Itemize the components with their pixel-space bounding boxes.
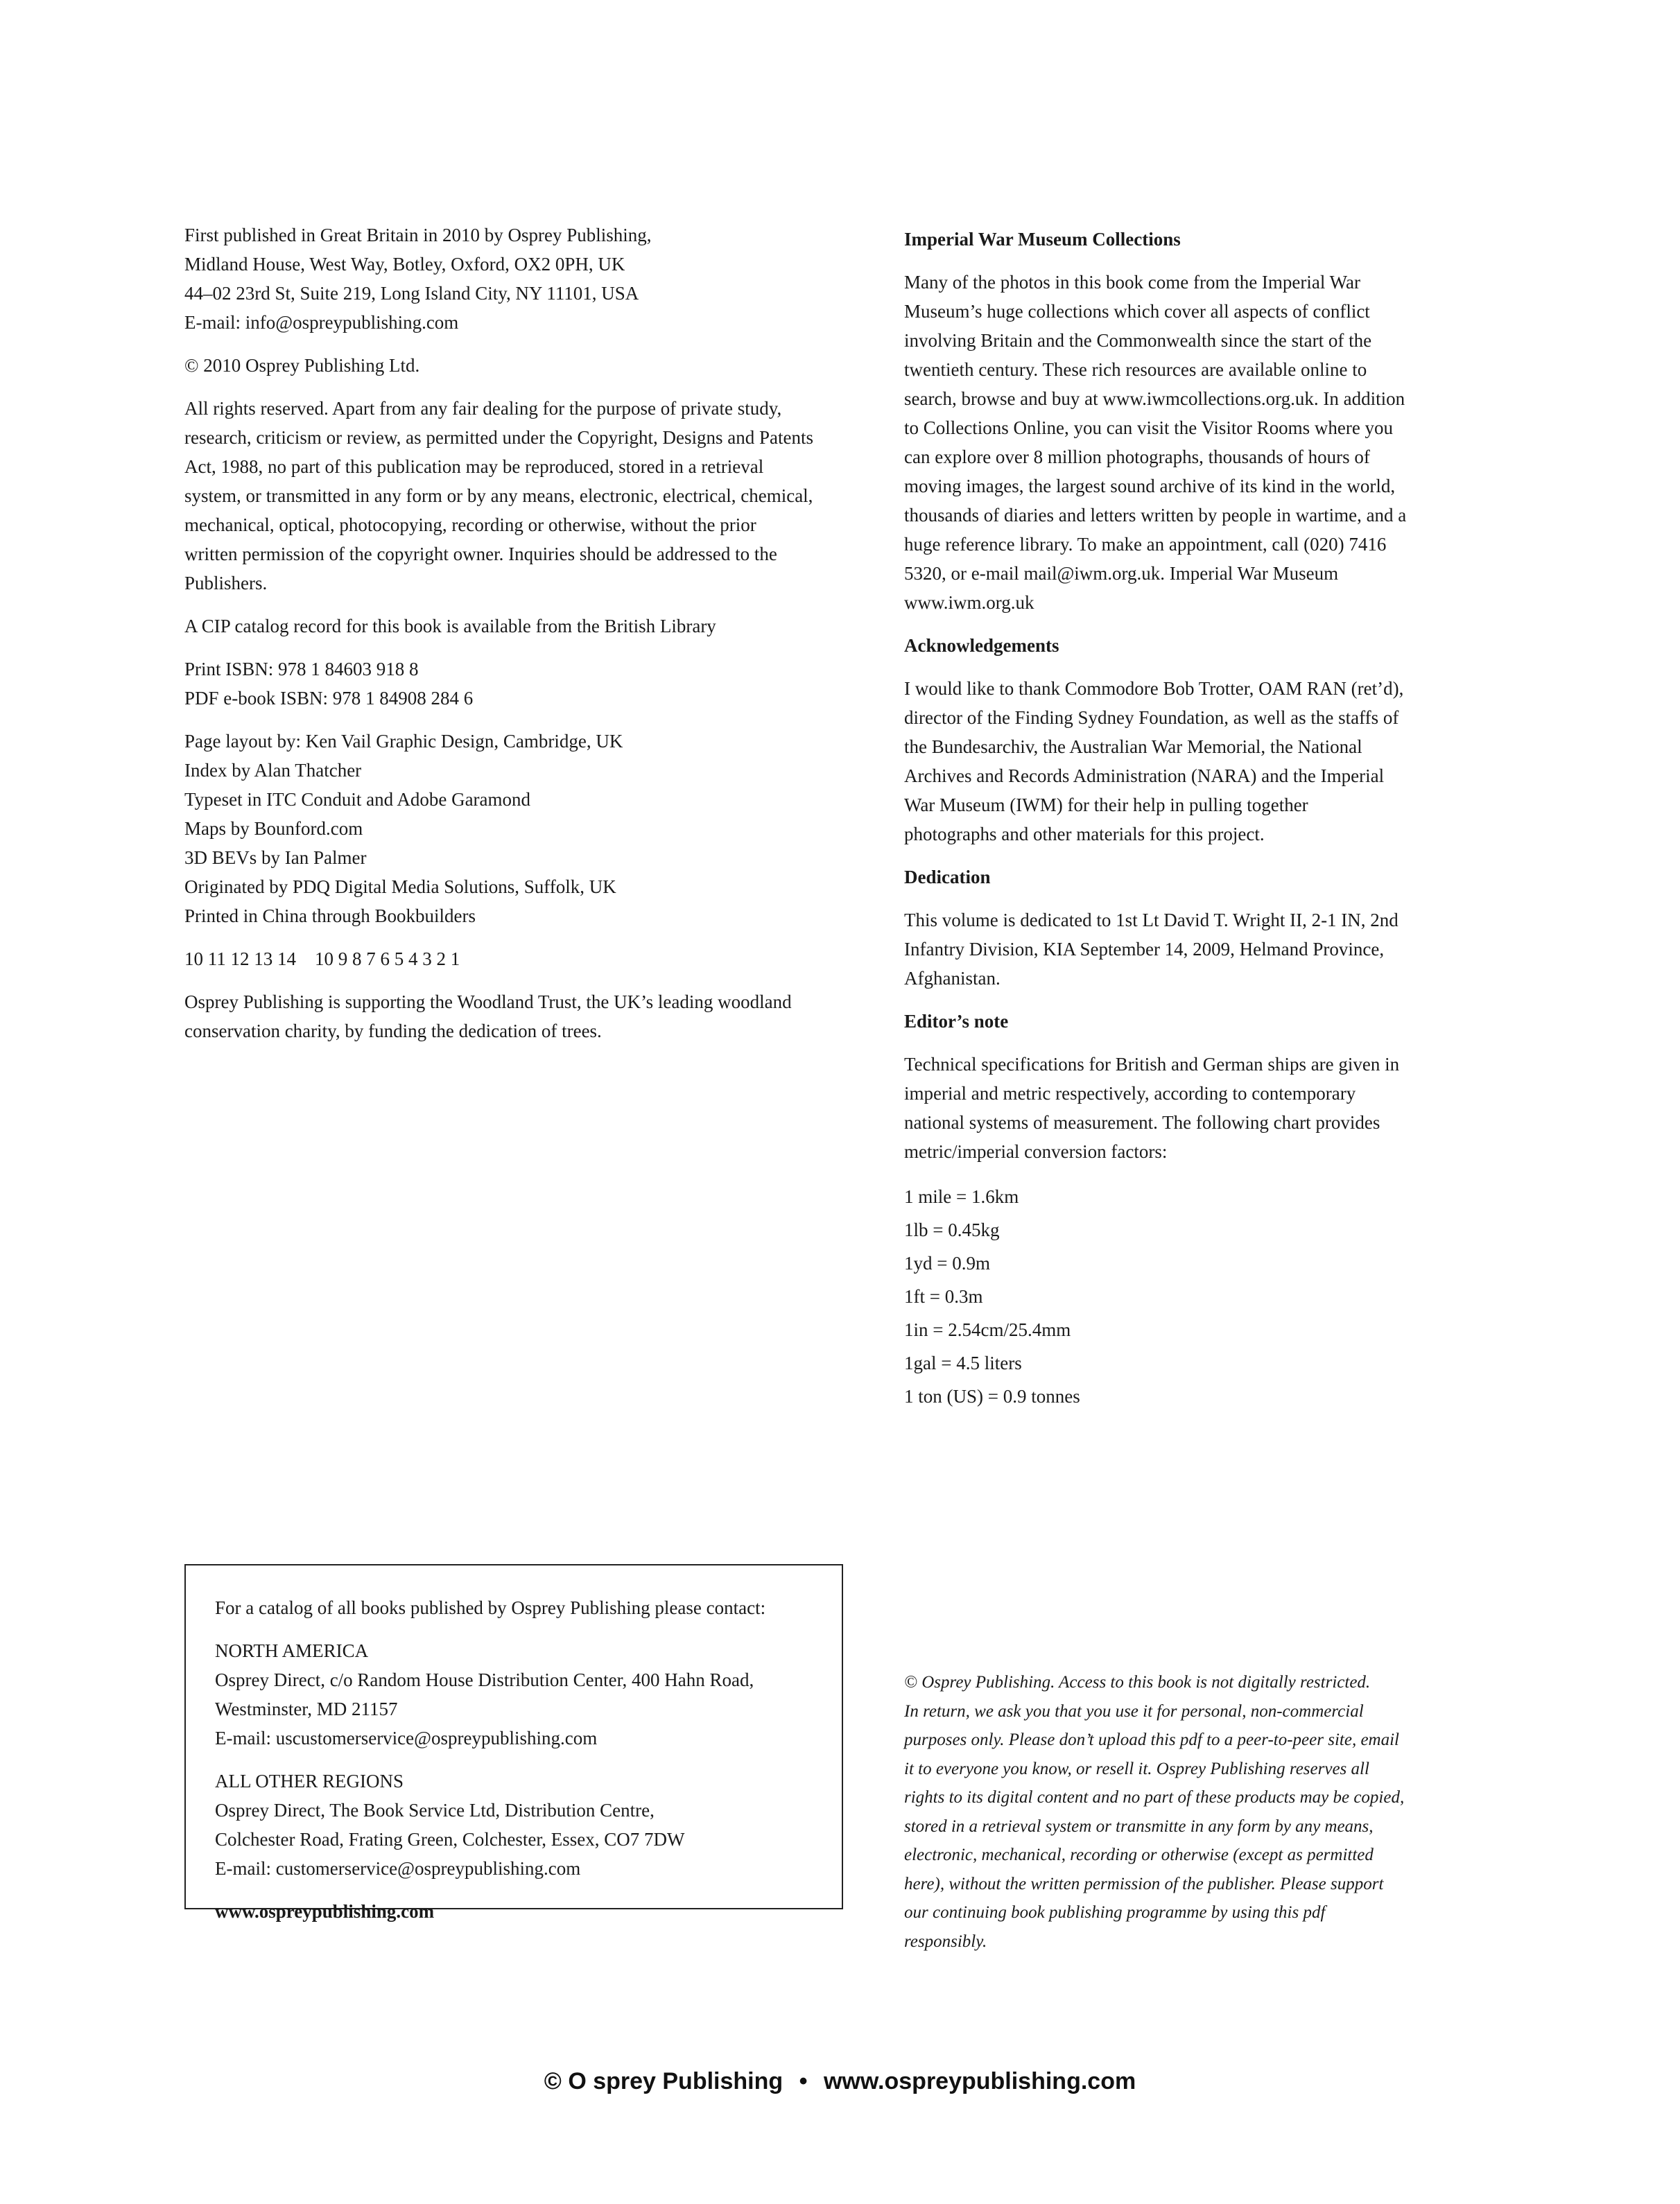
address-line: Colchester Road, Frating Green, Colchester, Essex, CO7 7DW — [215, 1829, 685, 1850]
north-america-email: E-mail: uscustomerservice@ospreypublishing.com — [215, 1728, 598, 1749]
publisher-line: Midland House, West Way, Botley, Oxford, OX2 0PH, UK — [184, 254, 625, 275]
woodland-line: conservation charity, by funding the dedication of trees. — [184, 1021, 602, 1041]
conversion-item: 1ft = 0.3m — [904, 1286, 983, 1307]
credits-block — [184, 727, 864, 930]
publisher-line: First published in Great Britain in 2010 by Osprey Publishing, — [184, 225, 652, 245]
editors-note-heading: Editor’s note — [904, 1011, 1009, 1032]
notice-line: In return, we ask you that you use it for personal, non-commercial — [904, 1701, 1364, 1721]
credit-line: Index by Alan Thatcher — [184, 760, 362, 781]
woodland-trust-note — [184, 987, 864, 1045]
credit-line: Maps by Bounford.com — [184, 818, 363, 839]
iwm-line: www.iwm.org.uk — [904, 592, 1034, 613]
rights-line: written permission of the copyright owner. Inquiries should be addressed to the — [184, 544, 777, 564]
print-isbn: Print ISBN: 978 1 84603 918 8 — [184, 659, 419, 679]
dedication-heading: Dedication — [904, 867, 991, 887]
rights-line: Act, 1988, no part of this publication may be reproduced, stored in a retrieval — [184, 456, 764, 477]
pdf-isbn: PDF e-book ISBN: 978 1 84908 284 6 — [184, 688, 474, 709]
address-line: Osprey Direct, The Book Service Ltd, Distribution Centre, — [215, 1800, 655, 1821]
rights-paragraph — [184, 394, 864, 598]
editors-note-line: national systems of measurement. The following chart provides — [904, 1112, 1380, 1133]
footer-website-link[interactable]: www.ospreypublishing.com — [823, 2068, 1136, 2094]
iwm-line: to Collections Online, you can visit the Visitor Rooms where you — [904, 417, 1394, 438]
rights-line: system, or transmitted in any form or by any means, electronic, electrical, chemical, — [184, 485, 813, 506]
editors-note-line: metric/imperial conversion factors: — [904, 1141, 1168, 1162]
credit-line: 3D BEVs by Ian Palmer — [184, 847, 367, 868]
iwm-line: 5320, or e-mail mail@iwm.org.uk. Imperial War Museum — [904, 563, 1339, 584]
acknowledgements-line: Archives and Records Administration (NARA) and the Imperial — [904, 765, 1385, 786]
north-america-address — [215, 1665, 842, 1753]
conversion-item: 1 ton (US) = 0.9 tonnes — [904, 1386, 1080, 1407]
notice-line: stored in a retrieval system or transmitte in any form by any means, — [904, 1816, 1374, 1836]
footer-bullet: • — [799, 2068, 808, 2094]
credit-line: Page layout by: Ken Vail Graphic Design, Cambridge, UK — [184, 731, 623, 752]
notice-line: electronic, mechanical, recording or otherwise (except as permitted — [904, 1846, 1374, 1864]
other-regions-heading: ALL OTHER REGIONS — [215, 1771, 404, 1791]
credit-line: Typeset in ITC Conduit and Adobe Garamond — [184, 789, 531, 810]
notice-line: © Osprey Publishing. Access to this book is not digitally restricted. — [904, 1673, 1371, 1692]
iwm-line: thousands of diaries and letters written by people in wartime, and a — [904, 505, 1407, 526]
catalog-contact-box — [184, 1564, 843, 1922]
credit-line: Printed in China through Bookbuilders — [184, 905, 476, 926]
acknowledgements-line: I would like to thank Commodore Bob Trotter, OAM RAN (ret’d), — [904, 678, 1404, 699]
publisher-line: 44–02 23rd St, Suite 219, Long Island City, NY 11101, USA — [184, 283, 639, 304]
acknowledgements-heading: Acknowledgements — [904, 635, 1059, 656]
iwm-line: twentieth century. These rich resources are available online to — [904, 359, 1367, 380]
copyright-line: © 2010 Osprey Publishing Ltd. — [184, 355, 420, 376]
acknowledgements-line: director of the Finding Sydney Foundation, as well as the staffs of — [904, 707, 1399, 728]
address-line: Osprey Direct, c/o Random House Distribution Center, 400 Hahn Road, — [215, 1669, 754, 1690]
imprint-column — [184, 220, 864, 1045]
iwm-paragraph — [904, 268, 1459, 617]
editors-note-line: imperial and metric respectively, according to contemporary — [904, 1083, 1356, 1104]
isbn-block — [184, 654, 864, 713]
notice-line: purposes only. Please don’t upload this pdf to a peer-to-peer site, email — [904, 1730, 1399, 1749]
printing-line: 10 11 12 13 14 10 9 8 7 6 5 4 3 2 1 — [184, 948, 460, 969]
notice-line: it to everyone you know, or resell it. Osprey Publishing reserves all — [904, 1759, 1369, 1778]
dedication-line: Afghanistan. — [904, 968, 1001, 989]
conversion-item: 1gal = 4.5 liters — [904, 1353, 1022, 1373]
acknowledgements-line: the Bundesarchiv, the Australian War Memorial, the National — [904, 736, 1362, 757]
iwm-line: search, browse and buy at www.iwmcollections.org.uk. In addition — [904, 388, 1405, 409]
catalog-website-link[interactable]: www.ospreypublishing.com — [215, 1901, 435, 1922]
notice-line: here), without the written permission of the publisher. Please support — [904, 1874, 1384, 1893]
editors-note-line: Technical specifications for British and German ships are given in — [904, 1054, 1400, 1075]
iwm-line: can explore over 8 million photographs, thousands of hours of — [904, 446, 1370, 467]
rights-line: All rights reserved. Apart from any fair dealing for the purpose of private study, — [184, 398, 782, 419]
editors-note-paragraph — [904, 1050, 1459, 1166]
catalog-intro: For a catalog of all books published by Osprey Publishing please contact: — [215, 1597, 766, 1618]
dedication-line: Infantry Division, KIA September 14, 2009, Helmand Province, — [904, 939, 1385, 960]
conversion-list — [904, 1180, 1459, 1413]
publisher-address — [184, 220, 864, 337]
conversion-item: 1 mile = 1.6km — [904, 1186, 1019, 1207]
rights-line: research, criticism or review, as permitted under the Copyright, Designs and Patents — [184, 427, 813, 448]
iwm-line: involving Britain and the Commonwealth since the start of the — [904, 330, 1372, 351]
rights-line: mechanical, optical, photocopying, recording or otherwise, without the prior — [184, 514, 756, 535]
dedication-paragraph — [904, 905, 1459, 993]
conversion-item: 1lb = 0.45kg — [904, 1220, 1000, 1240]
conversion-item: 1in = 2.54cm/25.4mm — [904, 1319, 1071, 1340]
iwm-line: Many of the photos in this book come from the Imperial War — [904, 272, 1360, 293]
page-footer — [0, 2066, 1680, 2097]
iwm-line: huge reference library. To make an appointment, call (020) 7416 — [904, 534, 1387, 555]
rights-line: Publishers. — [184, 573, 268, 593]
footer-copyright-symbol: © — [544, 2068, 562, 2094]
dedication-line: This volume is dedicated to 1st Lt David T. Wright II, 2-1 IN, 2nd — [904, 910, 1398, 930]
notice-line: rights to its digital content and no part of these products may be copied, — [904, 1788, 1405, 1807]
acknowledgements-line: photographs and other materials for this project. — [904, 824, 1265, 844]
acknowledgements-line: War Museum (IWM) for their help in pulling together — [904, 795, 1308, 815]
notice-line: responsibly. — [904, 1932, 987, 1951]
other-regions-email: E-mail: customerservice@ospreypublishing.com — [215, 1858, 581, 1879]
credit-line: Originated by PDQ Digital Media Solutions, Suffolk, UK — [184, 876, 616, 897]
acknowledgements-paragraph — [904, 674, 1459, 849]
notes-column — [904, 225, 1459, 1413]
cip-record: A CIP catalog record for this book is available from the British Library — [184, 616, 716, 636]
conversion-item: 1yd = 0.9m — [904, 1253, 990, 1274]
other-regions-address — [215, 1796, 842, 1883]
footer-publisher: O sprey Publishing — [568, 2068, 783, 2094]
woodland-line: Osprey Publishing is supporting the Woodland Trust, the UK’s leading woodland — [184, 991, 792, 1012]
iwm-line: moving images, the largest sound archive of its kind in the world, — [904, 476, 1396, 496]
notice-line: our continuing book publishing programme by using this pdf — [904, 1903, 1326, 1922]
iwm-heading: Imperial War Museum Collections — [904, 229, 1181, 250]
north-america-heading: NORTH AMERICA — [215, 1640, 369, 1661]
address-line: Westminster, MD 21157 — [215, 1699, 398, 1719]
publisher-email: E-mail: info@ospreypublishing.com — [184, 312, 459, 333]
iwm-line: Museum’s huge collections which cover all aspects of conflict — [904, 301, 1370, 322]
digital-access-notice — [904, 1668, 1459, 1956]
